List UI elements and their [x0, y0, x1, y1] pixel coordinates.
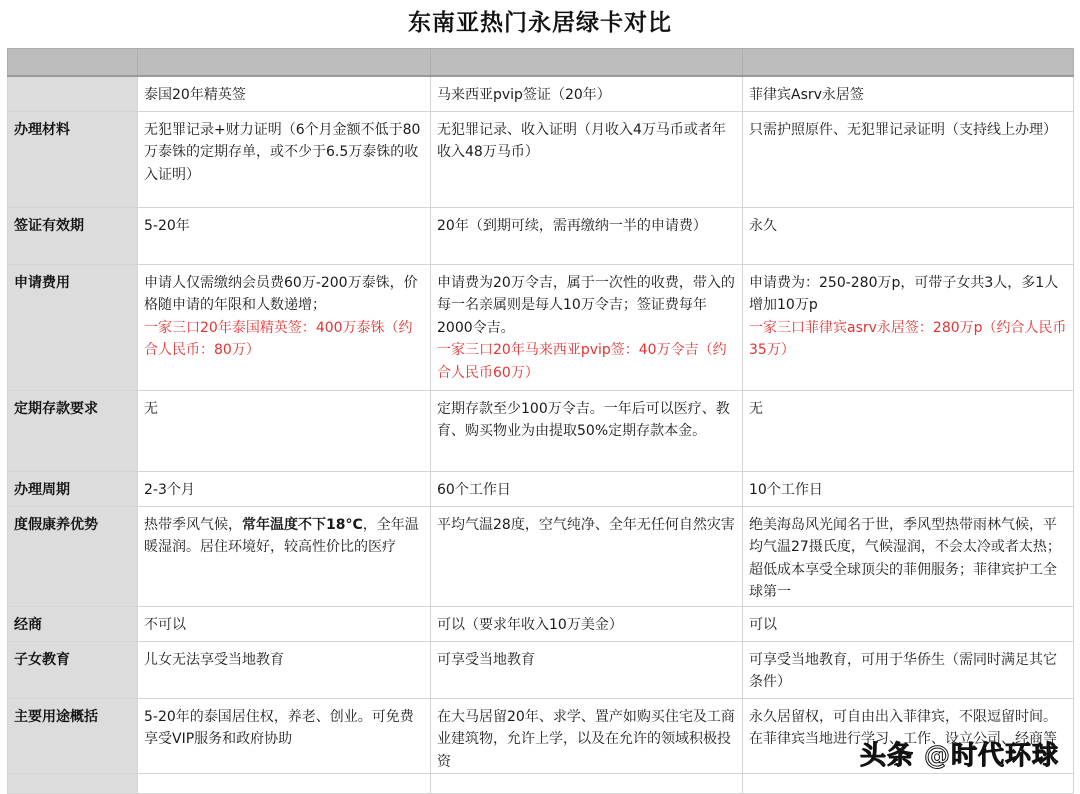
- table-cell: 永久: [743, 207, 1074, 264]
- table-cell: 20年（到期可续，需再缴纳一半的申请费）: [431, 207, 743, 264]
- table-row: [8, 471, 1074, 506]
- table-cell: 5-20年的泰国居住权，养老、创业。可免费享受VIP服务和政府协助: [138, 698, 431, 774]
- table-cell: 永久居留权，可自由出入菲律宾，不限逗留时间。在菲律宾当地进行学习、工作、设立公司、经商等: [743, 698, 1074, 774]
- table-cell: 不可以: [138, 606, 431, 641]
- row-label: 办理材料: [8, 111, 138, 207]
- table-cell: [743, 264, 1074, 390]
- table-cell: 可以（要求年收入10万美金）: [431, 606, 743, 641]
- table-cell: 绝美海岛风光闻名于世，季风型热带雨林气候，平均气温27摄氏度，气候湿润，不会太冷或者太热；超低成本享受全球顶尖的菲佣服务；菲律宾护工全球第一: [743, 506, 1074, 606]
- band-cell: [138, 49, 431, 77]
- table-cell: 定期存款至少100万令吉。一年后可以医疗、教育、购买物业为由提取50%定期存款本金。: [431, 390, 743, 471]
- table-cell: 可享受当地教育: [431, 641, 743, 698]
- table-cell: 10个工作日: [743, 471, 1074, 506]
- table-cell: [431, 774, 743, 794]
- table-cell: 在大马居留20年、求学、置产如购买住宅及工商业建筑物，允许上学，以及在允许的领域积极投资: [431, 698, 743, 774]
- column-header-philippines: 菲律宾Asrv永居签: [743, 76, 1074, 111]
- band-cell: [8, 49, 138, 77]
- row-label: 定期存款要求: [8, 390, 138, 471]
- row-label: 签证有效期: [8, 207, 138, 264]
- table-cell: 无犯罪记录+财力证明（6个月金额不低于80万泰铢的定期存单，或不少于6.5万泰铢的收入证明）: [138, 111, 431, 207]
- cell-text: 申请人仅需缴纳会员费60万-200万泰铢，价格随申请的年限和人数递增；: [144, 274, 418, 313]
- table-cell: [743, 774, 1074, 794]
- row-label: [8, 774, 138, 794]
- table-cell: 无: [743, 390, 1074, 471]
- cell-text: 申请费为20万令吉，属于一次性的收费，带入的每一名亲属则是每人10万令吉；签证费每年2000令吉。: [437, 274, 735, 336]
- table-cell: 60个工作日: [431, 471, 743, 506]
- table-row: [8, 641, 1074, 698]
- highlight-text: 一家三口菲律宾asrv永居签：280万p（约合人民币35万）: [749, 319, 1067, 358]
- table-cell: 儿女无法享受当地教育: [138, 641, 431, 698]
- highlight-text: 一家三口20年泰国精英签：400万泰铢（约合人民币：80万）: [144, 319, 413, 358]
- band-cell: [431, 49, 743, 77]
- table-cell: [431, 264, 743, 390]
- table-cell: 可享受当地教育，可用于华侨生（需同时满足其它条件）: [743, 641, 1074, 698]
- table-cell: 无: [138, 390, 431, 471]
- row-label: 子女教育: [8, 641, 138, 698]
- table-cell: 2-3个月: [138, 471, 431, 506]
- cell-text: 申请费为：250-280万p，可带子女共3人，多1人增加10万p: [749, 274, 1059, 313]
- table-cell: [138, 774, 431, 794]
- table-row: [8, 111, 1074, 207]
- band-cell: [743, 49, 1074, 77]
- page-title: 东南亚热门永居绿卡对比: [408, 10, 672, 36]
- table-cell: 5-20年: [138, 207, 431, 264]
- cell-text: ，全年温暖湿润。居住环境好，较高性价比的医疗: [144, 516, 419, 555]
- table-row: [8, 390, 1074, 471]
- table-cell: 无犯罪记录、收入证明（月收入4万马币或者年收入48万马币）: [431, 111, 743, 207]
- table-row: [8, 264, 1074, 390]
- row-label: 主要用途概括: [8, 698, 138, 774]
- column-header-malaysia: 马来西亚pvip签证（20年）: [431, 76, 743, 111]
- row-label: 度假康养优势: [8, 506, 138, 606]
- cell-text: 热带季风气候，: [144, 516, 242, 533]
- table-cell: [138, 264, 431, 390]
- table-cell: 只需护照原件、无犯罪记录证明（支持线上办理）: [743, 111, 1074, 207]
- table-row: [8, 506, 1074, 606]
- column-header-thailand: 泰国20年精英签: [138, 76, 431, 111]
- comparison-table: [7, 48, 1074, 794]
- table-row: [8, 606, 1074, 641]
- table-row-partial: [8, 774, 1074, 794]
- table-cell: 平均气温28度，空气纯净、全年无任何自然灾害: [431, 506, 743, 606]
- bold-text: 常年温度不下18°C: [242, 516, 363, 533]
- highlight-text: 一家三口20年马来西亚pvip签：40万令吉（约合人民币60万）: [437, 342, 727, 381]
- header-band-row: [8, 49, 1074, 77]
- table-cell: [138, 506, 431, 606]
- table-cell: 可以: [743, 606, 1074, 641]
- table-row: [8, 207, 1074, 264]
- column-header-row: [8, 76, 1074, 111]
- corner-cell: [8, 76, 138, 111]
- row-label: 经商: [8, 606, 138, 641]
- watermark: 头条 @时代环球: [860, 741, 1060, 771]
- row-label: 办理周期: [8, 471, 138, 506]
- row-label: 申请费用: [8, 264, 138, 390]
